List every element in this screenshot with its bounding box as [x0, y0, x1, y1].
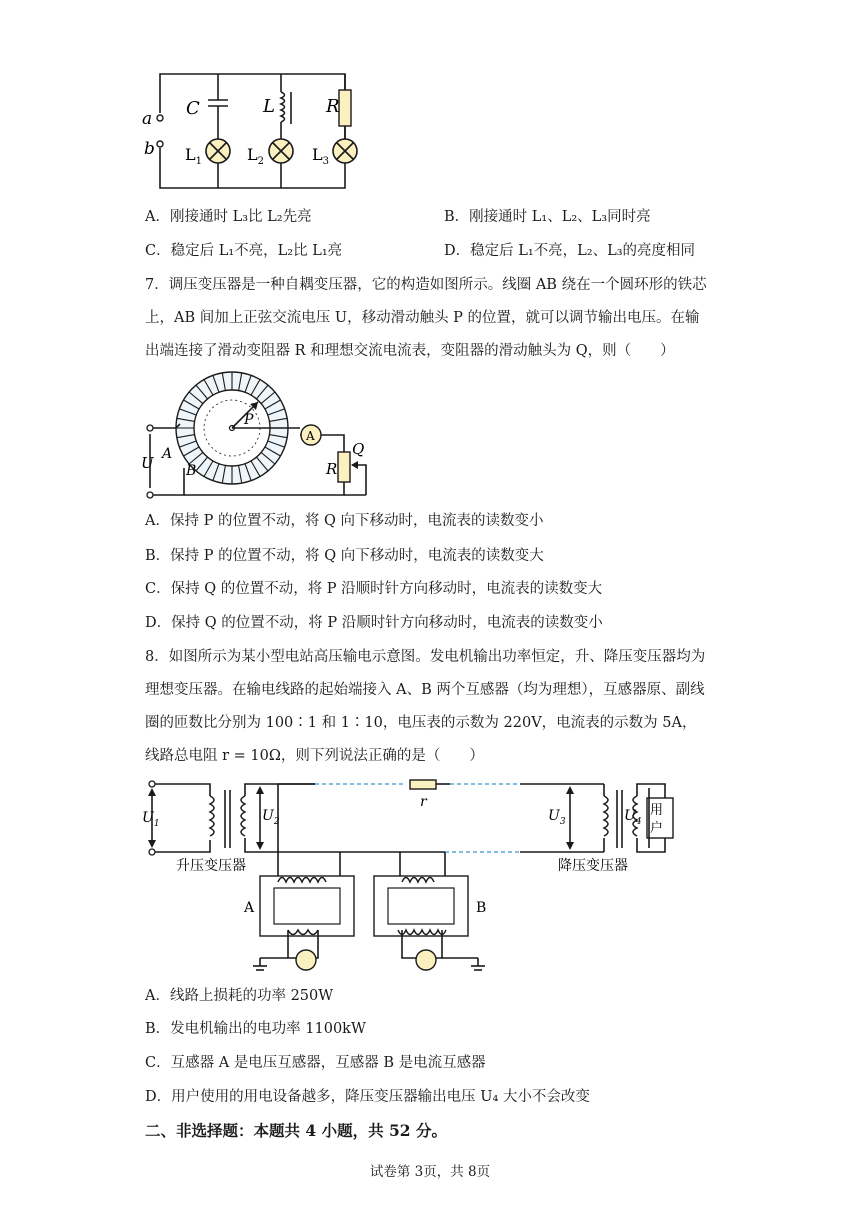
fig8-label-U4: $U_4$ — [624, 808, 642, 827]
q8-option-b: B．发电机输出的电功率 1100kW — [145, 1021, 366, 1037]
q8-stem: 8．如图所示为某小型电站高压输电示意图。发电机输出功率恒定，升、降压变压器均为理想变压器。在输电线路的起始端接入 A、B 两个互感器（均为理想），互感器原、副线圈的匝数比分别为 100∶1 和 1∶10，电压表的示数为 220V，电流表的示数为 5A，线路总电阻 r = 10Ω，则下列说法正确的是（ ） — [145, 649, 706, 764]
fig6-lamp3-label: $L_3$ — [312, 145, 329, 167]
q8-option-d: D．用户使用的用电设备越多，降压变压器输出电压 U₄ 大小不会改变 — [145, 1089, 590, 1105]
fig8-step-up-label: 升压变压器 — [176, 858, 246, 874]
fig8-label-U3: $U_3$ — [548, 808, 566, 827]
q7-option-c: C．保持 Q 的位置不动，将 P 沿顺时针方向移动时，电流表的读数变大 — [145, 581, 603, 597]
fig6-lamp2-label: $L_2$ — [247, 145, 264, 167]
fig7-ammeter-label: A — [306, 429, 315, 443]
fig8-transmission — [140, 776, 680, 976]
fig8-label-U1: $U_1$ — [142, 810, 160, 829]
fig6-label-L: L — [263, 96, 275, 117]
fig7-label-A: A — [162, 446, 173, 462]
fig7-label-P: P — [244, 412, 254, 428]
q6-option-c: C．稳定后 L₁不亮，L₂比 L₁亮 — [145, 243, 343, 259]
fig7-label-B: B — [186, 463, 197, 479]
q8-option-c: C．互感器 A 是电压互感器，互感器 B 是电流互感器 — [145, 1055, 486, 1071]
q7-option-a: A．保持 P 的位置不动，将 Q 向下移动时，电流表的读数变小 — [145, 513, 544, 529]
q6-option-d: D．稳定后 L₁不亮，L₂、L₃的亮度相同 — [444, 243, 696, 259]
fig7-label-R: R — [326, 460, 338, 478]
fig8-user-label-1: 用 — [650, 803, 664, 818]
fig8-user-label-2: 户 — [650, 821, 664, 836]
fig7-label-U: U — [141, 454, 154, 472]
fig6-circuit — [140, 68, 370, 194]
fig6-label-b: b — [144, 139, 155, 159]
q8-option-a: A．线路上损耗的功率 250W — [145, 988, 334, 1004]
q6-option-b: B．刚接通时 L₁、L₂、L₃同时亮 — [444, 209, 651, 225]
fig8-label-B: B — [476, 900, 487, 916]
q7-stem: 7．调压变压器是一种自耦变压器，它的构造如图所示。线圈 AB 绕在一个圆环形的铁芯上，AB 间加上正弦交流电压 U，移动滑动触头 P 的位置，就可以调节输出电压。在输出端连接了滑动变阻器 R 和理想交流电流表，变阻器的滑动触头为 Q，则（ ） — [145, 277, 707, 359]
fig6-lamp1-label: $L_1$ — [185, 145, 202, 167]
fig8-label-U2: $U_2$ — [262, 808, 280, 827]
q7-option-d: D．保持 Q 的位置不动，将 P 沿顺时针方向移动时，电流表的读数变小 — [145, 615, 603, 631]
fig6-label-a: a — [142, 109, 153, 129]
fig7-autotransformer — [140, 360, 380, 500]
q6-option-a: A．刚接通时 L₃比 L₂先亮 — [145, 209, 312, 225]
fig6-label-C: C — [186, 98, 200, 119]
fig8-label-r: r — [420, 794, 427, 810]
fig8-step-down-label: 降压变压器 — [558, 858, 628, 874]
page-footer: 试卷第 3页，共 8页 — [369, 1164, 491, 1180]
q7-option-b: B．保持 P 的位置不动，将 Q 向下移动时，电流表的读数变大 — [145, 548, 544, 564]
fig7-label-Q: Q — [352, 440, 365, 458]
section-2-heading: 二、非选择题：本题共 4 小题，共 52 分。 — [145, 1121, 447, 1140]
fig8-label-A: A — [244, 900, 255, 916]
fig6-label-R: R — [326, 96, 340, 117]
